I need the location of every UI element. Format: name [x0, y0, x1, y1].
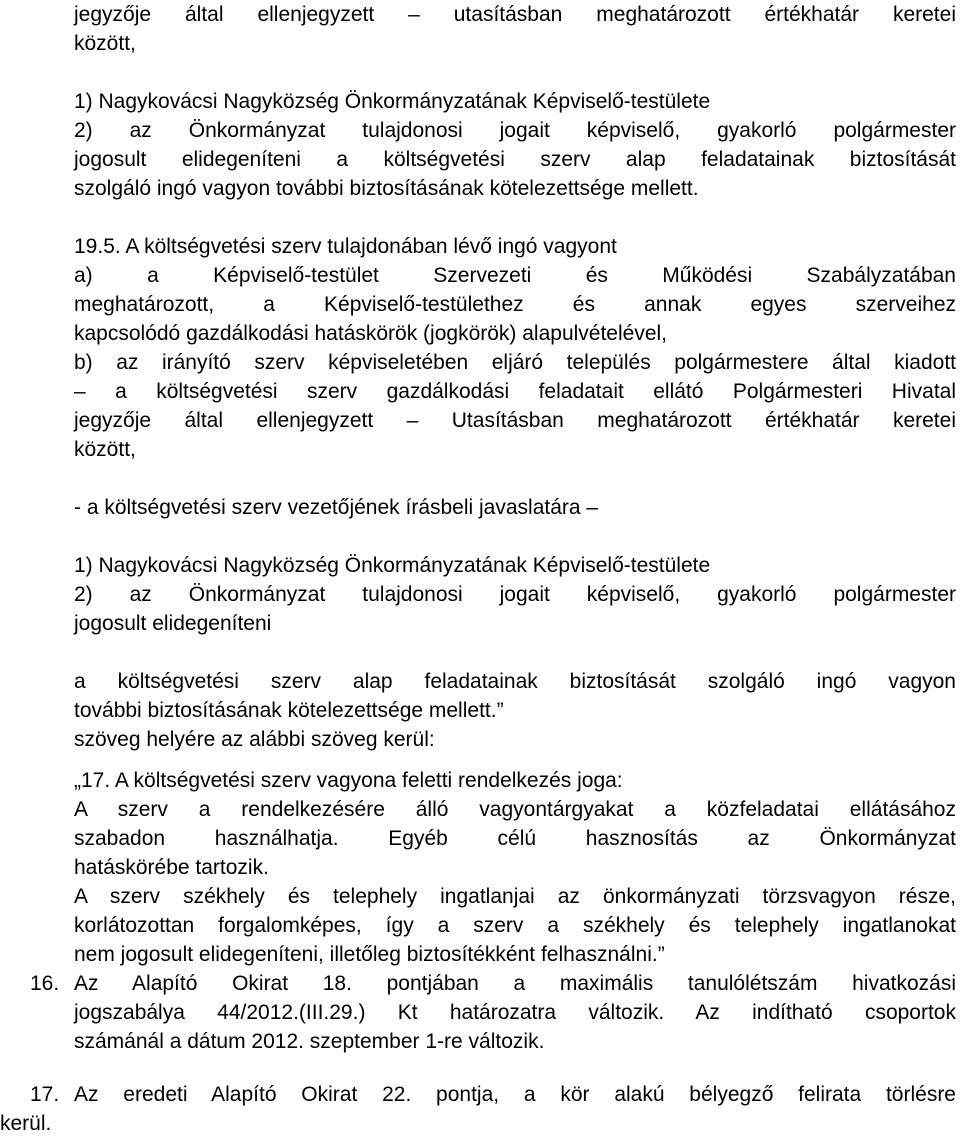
text-line: a költségvetési szerv alap feladatainak biztosítását szolgáló ingó vagyon	[74, 670, 956, 693]
text-line: 1) Nagykovácsi Nagyközség Önkormányzatának Képviselő-testülete	[74, 90, 711, 113]
list-number: 17.	[30, 1083, 60, 1106]
text-line: között,	[74, 32, 136, 55]
text-line: kapcsolódó gazdálkodási hatáskörök (jogkörök) alapulvételével,	[74, 322, 668, 345]
text-line: szöveg helyére az alábbi szöveg kerül:	[74, 728, 435, 751]
text-line: jogosult elidegeníteni	[74, 612, 272, 635]
text-line: között,	[74, 438, 136, 461]
list-number: 16.	[30, 972, 60, 995]
text-line: A szerv székhely és telephely ingatlanjai az önkormányzati törzsvagyon része,	[74, 885, 956, 908]
text-line: kerül.	[0, 1112, 52, 1135]
text-line: 2) az Önkormányzat tulajdonosi jogait képviselő, gyakorló polgármester	[74, 119, 956, 142]
list-item-16	[30, 969, 956, 1056]
text-line: 2) az Önkormányzat tulajdonosi jogait képviselő, gyakorló polgármester	[74, 583, 956, 606]
list-item-17	[0, 1080, 956, 1138]
text-line: jogosult elidegeníteni a költségvetési szerv alap feladatainak biztosítását	[74, 148, 956, 171]
text-line: korlátozottan forgalomképes, így a szerv a székhely és telephely ingatlanokat	[74, 914, 956, 937]
text-line: Az eredeti Alapító Okirat 22. pontja, a kör alakú bélyegző felirata törlésre	[74, 1083, 956, 1106]
text-line: – a költségvetési szerv gazdálkodási feladatait ellátó Polgármesteri Hivatal	[74, 380, 956, 403]
text-line: jogszabálya 44/2012.(III.29.) Kt határozatra változik. Az indítható csoportok	[74, 1001, 956, 1024]
text-line: 1) Nagykovácsi Nagyközség Önkormányzatának Képviselő-testülete	[74, 554, 711, 577]
text-line: hatáskörébe tartozik.	[74, 856, 269, 879]
text-line: meghatározott, a Képviselő-testülethez és annak egyes szerveihez	[74, 293, 956, 316]
text-line: szabadon használhatja. Egyéb célú hasznosítás az Önkormányzat	[74, 827, 956, 850]
text-line: A szerv a rendelkezésére álló vagyontárgyakat a közfeladatai ellátásához	[74, 798, 956, 821]
text-line: szolgáló ingó vagyon további biztosításának kötelezettsége mellett.	[74, 177, 699, 200]
text-line: jegyzője által ellenjegyzett – Utasításban meghatározott értékhatár keretei	[74, 409, 956, 432]
section-heading: 19.5. A költségvetési szerv tulajdonában lévő ingó vagyont	[74, 235, 617, 258]
text-line: a) a Képviselő-testület Szervezeti és Működési Szabályzatában	[74, 264, 956, 287]
text-line: jegyzője által ellenjegyzett – utasításban meghatározott értékhatár keretei	[74, 3, 956, 26]
text-line: b) az irányító szerv képviseletében eljáró település polgármestere által kiadott	[74, 351, 956, 374]
text-line: Az Alapító Okirat 18. pontjában a maximális tanulólétszám hivatkozási	[74, 972, 956, 995]
text-line: nem jogosult elidegeníteni, illetőleg biztosítékként felhasználni.”	[74, 943, 665, 966]
section-heading: „17. A költségvetési szerv vagyona feletti rendelkezés joga:	[74, 769, 623, 792]
text-line: további biztosításának kötelezettsége mellett.”	[74, 699, 504, 722]
text-line: számánál a dátum 2012. szeptember 1-re változik.	[74, 1030, 545, 1053]
text-line: - a költségvetési szerv vezetőjének írásbeli javaslatára –	[74, 496, 599, 519]
